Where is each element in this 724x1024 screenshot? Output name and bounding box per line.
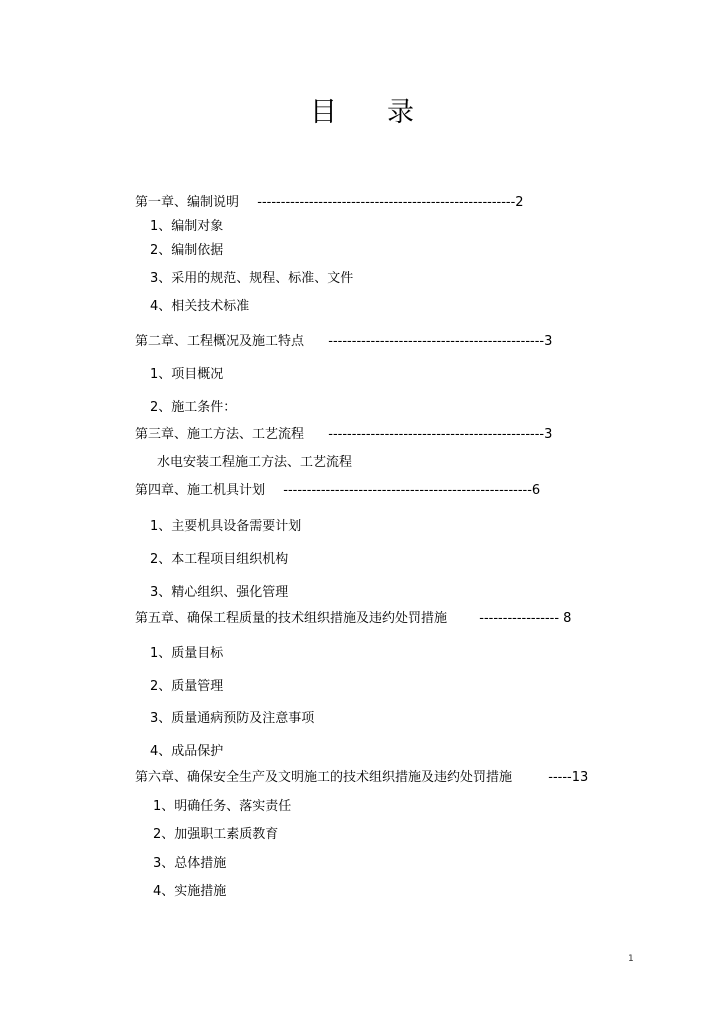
toc-section: 2、本工程项目组织机构: [150, 552, 289, 567]
title-char-2: 录: [387, 97, 414, 128]
chapter-leader: ----------------- 8: [479, 611, 572, 626]
chapter-label: 第三章、施工方法、工艺流程: [135, 427, 305, 442]
chapter-label: 第四章、施工机具计划: [135, 483, 266, 498]
toc-section: 3、采用的规范、规程、标准、文件: [150, 271, 354, 286]
toc-section: 1、主要机具设备需要计划: [150, 519, 302, 534]
toc-section: 4、成品保护: [150, 744, 224, 759]
toc-section: 4、实施措施: [153, 884, 227, 899]
toc-section: 3、精心组织、强化管理: [150, 585, 289, 600]
toc-section: 3、质量通病预防及注意事项: [150, 711, 315, 726]
chapter-label: 第六章、确保安全生产及文明施工的技术组织措施及违约处罚措施: [135, 770, 513, 785]
chapter-leader: ----------------------------------------------3: [328, 334, 553, 349]
page-title: [0, 90, 724, 129]
toc-section: 4、相关技术标准: [150, 299, 250, 314]
toc-chapter-1: [135, 195, 524, 211]
toc-section: 1、明确任务、落实责任: [153, 799, 292, 814]
chapter-leader: ----------------------------------------------3: [328, 427, 553, 442]
toc-section: 水电安装工程施工方法、工艺流程: [157, 455, 353, 470]
chapter-leader: -----------------------------------------------------6: [283, 483, 541, 498]
toc-chapter-2: [135, 334, 552, 350]
chapter-label: 第二章、工程概况及施工特点: [135, 334, 305, 349]
chapter-leader: -----13: [548, 770, 589, 785]
chapter-label: 第五章、确保工程质量的技术组织措施及违约处罚措施: [135, 611, 448, 626]
toc-section: 2、加强职工素质教育: [153, 827, 279, 842]
toc-section: 3、总体措施: [153, 856, 227, 871]
toc-chapter-3: [135, 427, 552, 443]
chapter-label: 第一章、编制说明: [135, 195, 240, 210]
title-char-1: 目: [310, 97, 337, 128]
toc-section: 1、质量目标: [150, 646, 224, 661]
toc-section: 2、编制依据: [150, 243, 224, 258]
toc-chapter-5: [135, 611, 571, 627]
toc-section: 1、项目概况: [150, 367, 224, 382]
toc-chapter-6: [135, 770, 588, 786]
toc-chapter-4: [135, 483, 540, 499]
toc-section: 1、编制对象: [150, 219, 224, 234]
toc-section: 2、施工条件：: [150, 400, 237, 415]
toc-section: 2、质量管理: [150, 679, 224, 694]
chapter-leader: -------------------------------------------------------2: [257, 195, 524, 210]
page-number: 1: [628, 954, 634, 964]
